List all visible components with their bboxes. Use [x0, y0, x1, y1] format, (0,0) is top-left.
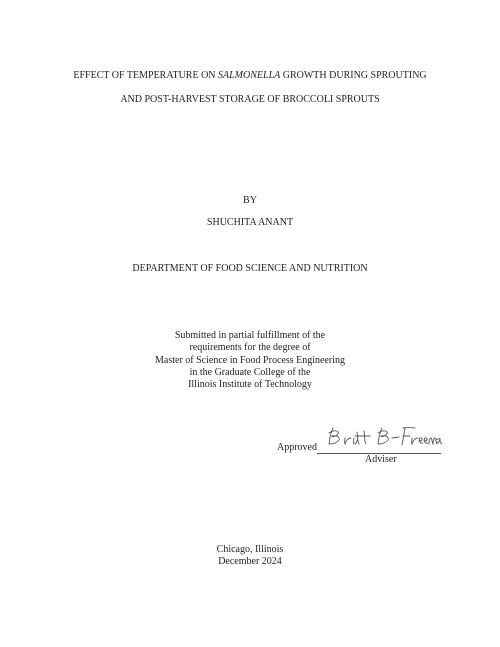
title-text-end: GROWTH DURING SPROUTING: [280, 70, 427, 81]
approval-block: [277, 424, 447, 474]
place-and-date: [0, 544, 500, 568]
submission-line: Submitted in partial fulfillment of the: [174, 330, 326, 341]
title-italic-term: SALMONELLA: [218, 70, 281, 81]
author-name: SHUCHITA ANANT: [206, 217, 294, 228]
adviser-signature: [323, 424, 443, 454]
submission-line: requirements for the degree of: [189, 342, 311, 354]
submission-line: Master of Science in Food Process Engineering: [155, 354, 345, 366]
date: December 2024: [218, 556, 282, 567]
submission-line: in the Graduate College of the: [189, 366, 311, 378]
adviser-label: Adviser: [365, 454, 397, 465]
approved-label: Approved: [277, 442, 317, 453]
thesis-title-line-1: [0, 70, 500, 82]
department-name: DEPARTMENT OF FOOD SCIENCE AND NUTRITION: [132, 263, 368, 274]
place: Chicago, Illinois: [216, 544, 284, 555]
by-label: BY: [243, 195, 257, 206]
submission-statement: [0, 330, 500, 391]
title-text-start: EFFECT OF TEMPERATURE ON: [73, 70, 219, 81]
thesis-title-line-2: AND POST-HARVEST STORAGE OF BROCCOLI SPROUTS: [120, 94, 380, 105]
submission-line: Illinois Institute of Technology: [188, 379, 312, 391]
